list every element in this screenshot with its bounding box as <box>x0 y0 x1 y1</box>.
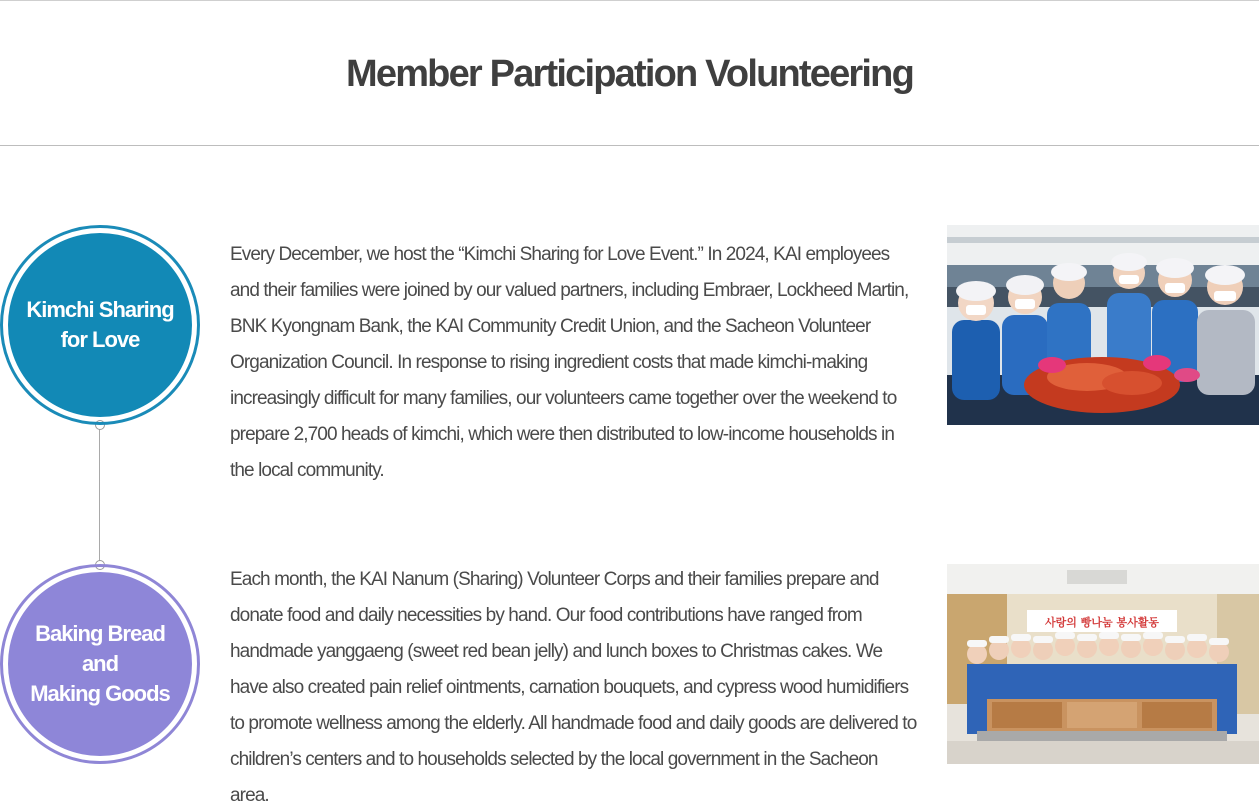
photo-banner-text: 사랑의 빵나눔 봉사활동 <box>1045 616 1159 629</box>
activity-baking-bread <box>0 564 1259 810</box>
activity-badge <box>0 564 200 764</box>
activity-title: Baking Bread and Making Goods <box>30 621 170 706</box>
activity-description: Every December, we host the “Kimchi Sharing for Love Event.” In 2024, KAI employees and their families were joined by our valued partners, including Embraer, Lockheed Martin, BNK Kyongnam Bank, the KAI Community Credit Union, and the Sacheon Volunteer Organization Council. In response to rising ingredient costs that made kimchi-making increasingly difficult for many families, our volunteers came together over the weekend to prepare 2,700 heads of kimchi, which were then distributed to low-income households in the local community. <box>230 244 909 481</box>
activity-badge <box>0 225 200 425</box>
section-header <box>0 1 1259 146</box>
activity-description: Each month, the KAI Nanum (Sharing) Volunteer Corps and their families prepare and donate food and daily necessities by hand. Our food contributions have ranged from handmade yanggaeng (sweet red bean jelly) and lunch boxes to Christmas cakes. We have also created pain relief ointments, carnation bouquets, and cypress wood humidifiers to promote wellness among the elderly. All handmade food and daily goods are delivered to children’s centers and to households selected by the local government in the Sacheon area. <box>230 569 917 806</box>
page-title: Member Participation Volunteering <box>346 53 913 95</box>
kimchi-volunteers-photo <box>947 225 1259 425</box>
activity-title: Kimchi Sharing for Love <box>26 297 174 352</box>
bread-volunteers-photo <box>947 564 1259 764</box>
activity-kimchi-sharing <box>0 225 1259 525</box>
